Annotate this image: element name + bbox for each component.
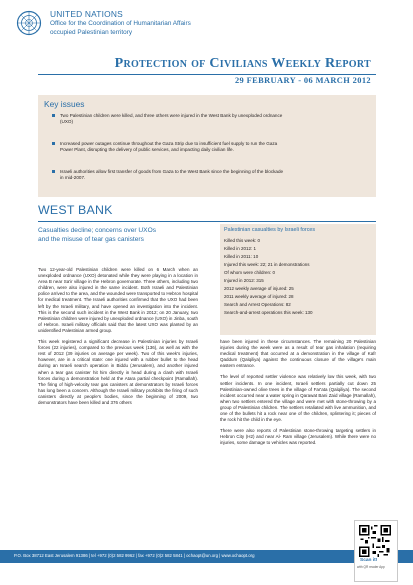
section-subheading: Casualties decline; concerns over UXOs and the misuse of tear gas canisters bbox=[38, 227, 157, 243]
bullet-square-icon bbox=[52, 170, 55, 173]
casualty-stat: Search and Arrest Operations: 82 bbox=[224, 302, 291, 307]
casualty-stat: Killed in 2011: 10 bbox=[224, 254, 259, 259]
section-divider bbox=[38, 221, 376, 222]
report-title: Protection of Civilians Weekly Report bbox=[114, 56, 371, 71]
casualty-stat: Search-and-arrest operations this week: 130 bbox=[224, 310, 313, 315]
casualty-stat: Injured in 2012: 315 bbox=[224, 278, 264, 283]
key-issues-title: Key issues bbox=[44, 99, 85, 109]
casualty-stat: Of whom were children: 0 bbox=[224, 270, 276, 275]
org-name: UNITED NATIONS bbox=[50, 9, 123, 19]
paragraph: have been injured in these circumstances. The remaining 20 Palestinian injuries during the week were as a result of tear gas inhalation (requiring medical treatment) that occurred at a demonstration in the village of Kafr Qaddum (Qalqiliya) against the continuous closure of the village's main eastern entrance. bbox=[220, 339, 376, 369]
casualty-stat: Killed in 2012: 1 bbox=[224, 246, 257, 251]
left-column-text bbox=[38, 267, 198, 411]
casualty-stat: 2012 weekly average of injured: 25 bbox=[224, 286, 294, 291]
footer-contact: P.O. Box 38712 East Jerusalem 91386 | tel +972 (0)2 582 9962 | fax +972 (0)2 582 5841 | ochaopt@un.org | www.ochaopt.org bbox=[14, 553, 255, 558]
casualty-stat: Killed this week: 0 bbox=[224, 238, 261, 243]
qr-caption: Scan it! bbox=[360, 558, 378, 563]
casualties-title: Palestinian casualties by Israeli forces bbox=[224, 227, 316, 233]
paragraph: There were also reports of Palestinian stone-throwing targeting settlers in Hebron City (H2) and near Al- Ram village (Jerusalem). While there were no injuries, some damage to vehicles was reported. bbox=[220, 428, 376, 446]
title-divider bbox=[38, 74, 376, 75]
key-issue-item: Increased power outages continue throughout the Gaza Strip due to insufficient fuel supply to run the Gaza Power Plant, disrupting the delivery of public services, and impacting daily civilian life. bbox=[60, 141, 372, 153]
paragraph: The level of reported settler violence was relatively low this week, with two settler incidents. In one incident, Israeli settlers partially cut down 25 Palestinian-owned olive trees in the village of Far'ata (Qalqiliya). The second incident occurred near a water spring in Qarawat Bani Zaid village (Ramallah), when two settlers entered the village and were met with stone-throwing by a group of Palestinian children. The settlers retaliated with live ammunition, and one of the bullets hit a rock near one of the children, splintering it; pieces of the rock hit the child in the eye. bbox=[220, 374, 376, 423]
bullet-square-icon bbox=[52, 142, 55, 145]
right-column-text bbox=[220, 339, 376, 452]
bullet-square-icon bbox=[52, 114, 55, 117]
paragraph: This week registered a significant decrease in Palestinian injuries by Israeli forces (22 injuries), compared to the previous week (136), as well as with the rest of 2012 (39 injuries on average per week). Two of this week's injuries, however, are in a critical state: one injured with a rubber bullet to the head during an Israeli search operation in Biddu (Jerusalem), and another injured when a tear gas canister hit him directly in head during a clash with Israeli forces during a demonstration held at the Atara partial checkpoint (Ramallah). The firing of high-velocity tear gas canisters at demonstrators by Israeli forces has long been a concern. Although the Israeli military prohibits the firing of such canisters directly at people's bodies, since the beginning of 2009, two demonstrators have been killed and 376 others bbox=[38, 339, 199, 405]
section-heading: WEST BANK bbox=[38, 203, 113, 217]
casualty-stat: Injured this week: 22; 21 in demonstrations bbox=[224, 262, 310, 267]
qr-subcaption: with QR reader App bbox=[357, 565, 385, 569]
qr-code-icon[interactable] bbox=[359, 525, 391, 557]
office-region: occupied Palestinian territory bbox=[50, 29, 133, 36]
key-issue-item: Two Palestinian children were killed, and three others were injured in the West Bank by unexploded ordnance (UXO) bbox=[60, 113, 372, 125]
casualty-stat: 2011 weekly average of injured: 28 bbox=[224, 294, 294, 299]
report-dates: 29 FEBRUARY - 06 MARCH 2012 bbox=[234, 76, 371, 85]
office-name: Office for the Coordination of Humanitarian Affairs bbox=[50, 20, 191, 27]
paragraph: Two 12-year-old Palestinian children were killed on 6 March when an unexploded ordnance (UXO) detonated while they were playing in a location in Area B near Sa'ir village in the Hebron governorate. Three others, including two children, were also injured in the same incident. Both Israeli and Palestinian police arrived to the area, and the wounded were transported to Hebron hospital for medical treatment. The Israeli authorities confirmed that the UXO had been left by the Israeli military, and have opened an investigation into the incident. This is the second such incident in the West Bank in 2012; on 20 January, two Palestinian children were injured by unexploded ordnance (UXO) in Jinba, south of Hebron. Israeli military officials said that the latest UXO was planted by an unidentified Palestinian armed group. bbox=[38, 267, 198, 333]
key-issue-item: Israeli authorities allow first transfer of goods from Gaza to the West Bank since the beginning of the blockade in mid-2007. bbox=[60, 169, 372, 181]
un-emblem-icon bbox=[16, 10, 42, 36]
